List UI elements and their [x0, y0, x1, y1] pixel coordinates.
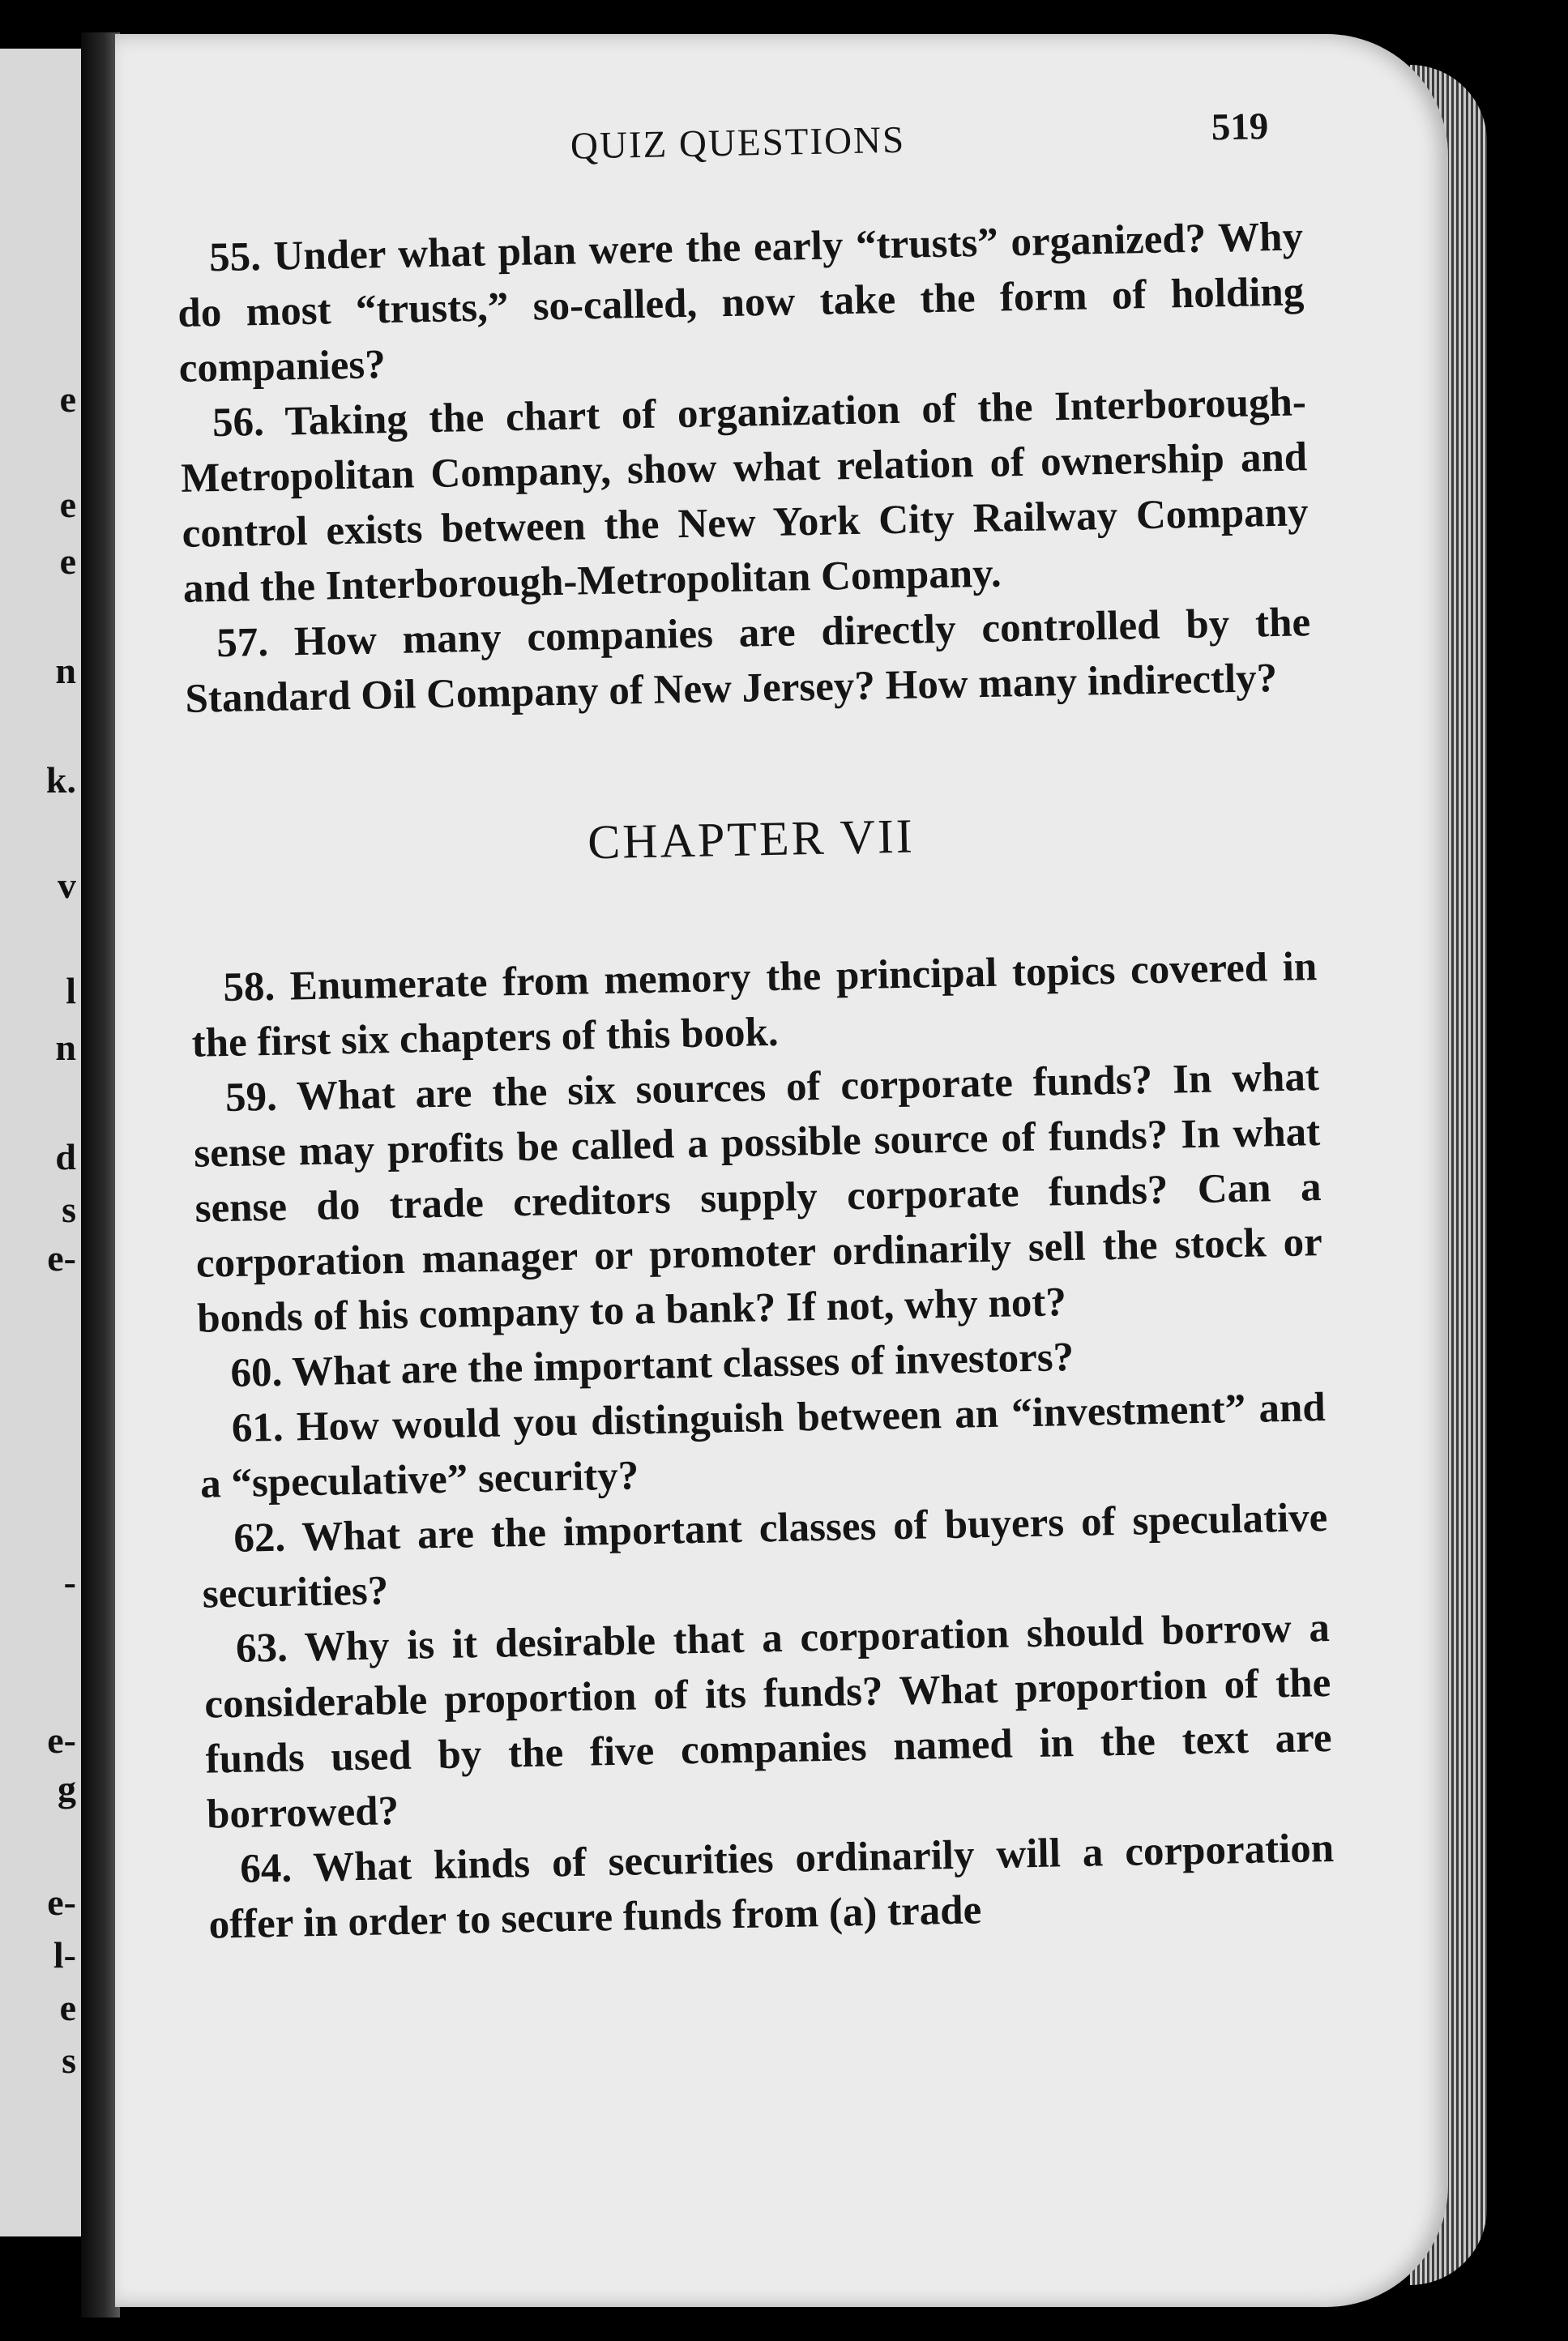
chapter-heading: CHAPTER VII	[587, 809, 916, 869]
question-number: 64.	[239, 1845, 293, 1892]
book-gutter	[81, 32, 120, 2318]
question	[199, 1380, 1327, 1512]
question-text: What are the important classes of investors?	[291, 1334, 1075, 1395]
left-page-fragment: e	[59, 378, 76, 420]
question	[184, 595, 1312, 727]
question-number: 61.	[231, 1404, 284, 1451]
left-page-fragment: e-	[47, 1882, 76, 1923]
left-page-fragment: n	[55, 1027, 76, 1068]
questions-section-before	[176, 209, 1311, 727]
question	[203, 1600, 1333, 1843]
left-facing-page	[0, 49, 88, 2236]
left-page-fragment: s	[62, 1189, 76, 1230]
page-text	[174, 104, 1335, 1952]
question-number: 60.	[230, 1349, 283, 1396]
question-number: 55.	[208, 233, 262, 281]
left-page-fragment: n	[55, 650, 76, 691]
left-page-fragment: l	[66, 970, 76, 1011]
questions-section-after	[190, 939, 1335, 1952]
question	[207, 1821, 1335, 1953]
left-page-fragment: l-	[53, 1934, 76, 1976]
question-text: Taking the chart of organization of the Interborough-Metropolitan Company, show what relation of ownership and control exists between the New York City Railway Company and the Interborough-Metropolitan Company.	[180, 379, 1309, 612]
question-number: 59.	[224, 1074, 278, 1121]
left-page-fragment: e	[59, 1987, 76, 2028]
left-page-fragment: e	[59, 484, 76, 525]
left-page-fragment: e-	[47, 1719, 76, 1761]
left-page-fragment: e	[59, 540, 76, 582]
question-text: What kinds of securities ordinarily will a corporation offer in order to secure funds from (a) trade	[208, 1825, 1335, 1948]
question-text: How many companies are directly controlled by the Standard Oil Company of New Jersey? How many indirectly?	[185, 600, 1311, 722]
running-head: QUIZ QUESTIONS	[570, 118, 906, 168]
left-page-fragment: e-	[47, 1237, 76, 1279]
left-page-fragment: d	[55, 1136, 76, 1177]
left-page-fragment: -	[63, 1561, 76, 1603]
left-page-fragment: v	[58, 865, 76, 906]
question-text: Under what plan were the early “trusts” organized? Why do most “trusts,” so-called, now take the form of holding companies?	[177, 214, 1305, 391]
question	[176, 209, 1305, 396]
question-text: How would you distinguish between an “investment” and a “speculative” security?	[199, 1385, 1327, 1507]
page-number: 519	[1211, 105, 1269, 149]
question-number: 57.	[216, 619, 269, 667]
question-number: 63.	[235, 1625, 288, 1672]
question-text: Why is it desirable that a corporation should borrow a considerable proportion of its funds? What proportion of the funds used by the five companies named in the text are borrowed?	[203, 1604, 1333, 1838]
question-number: 56.	[211, 399, 265, 446]
question-text: Enumerate from memory the principal topics covered in the first six chapters of this book.	[191, 944, 1318, 1066]
question	[192, 1049, 1323, 1347]
question-text: What are the six sources of corporate funds? In what sense may profits be called a possible source of funds? In what sense do trade creditors supply corporate funds? Can a corporation manager or promoter ordinarily sell the stock or bonds of his company to a bank? If not, why not?	[193, 1054, 1323, 1342]
question	[179, 374, 1310, 617]
left-page-fragment: g	[58, 1768, 76, 1809]
left-page-fragment: s	[62, 2040, 76, 2081]
question-number: 62.	[233, 1514, 286, 1561]
question	[190, 939, 1318, 1071]
question-text: What are the important classes of buyers of speculative securities?	[202, 1494, 1328, 1617]
left-page-fragment: k.	[45, 759, 76, 801]
question-number: 58.	[222, 963, 276, 1011]
question	[201, 1490, 1329, 1622]
